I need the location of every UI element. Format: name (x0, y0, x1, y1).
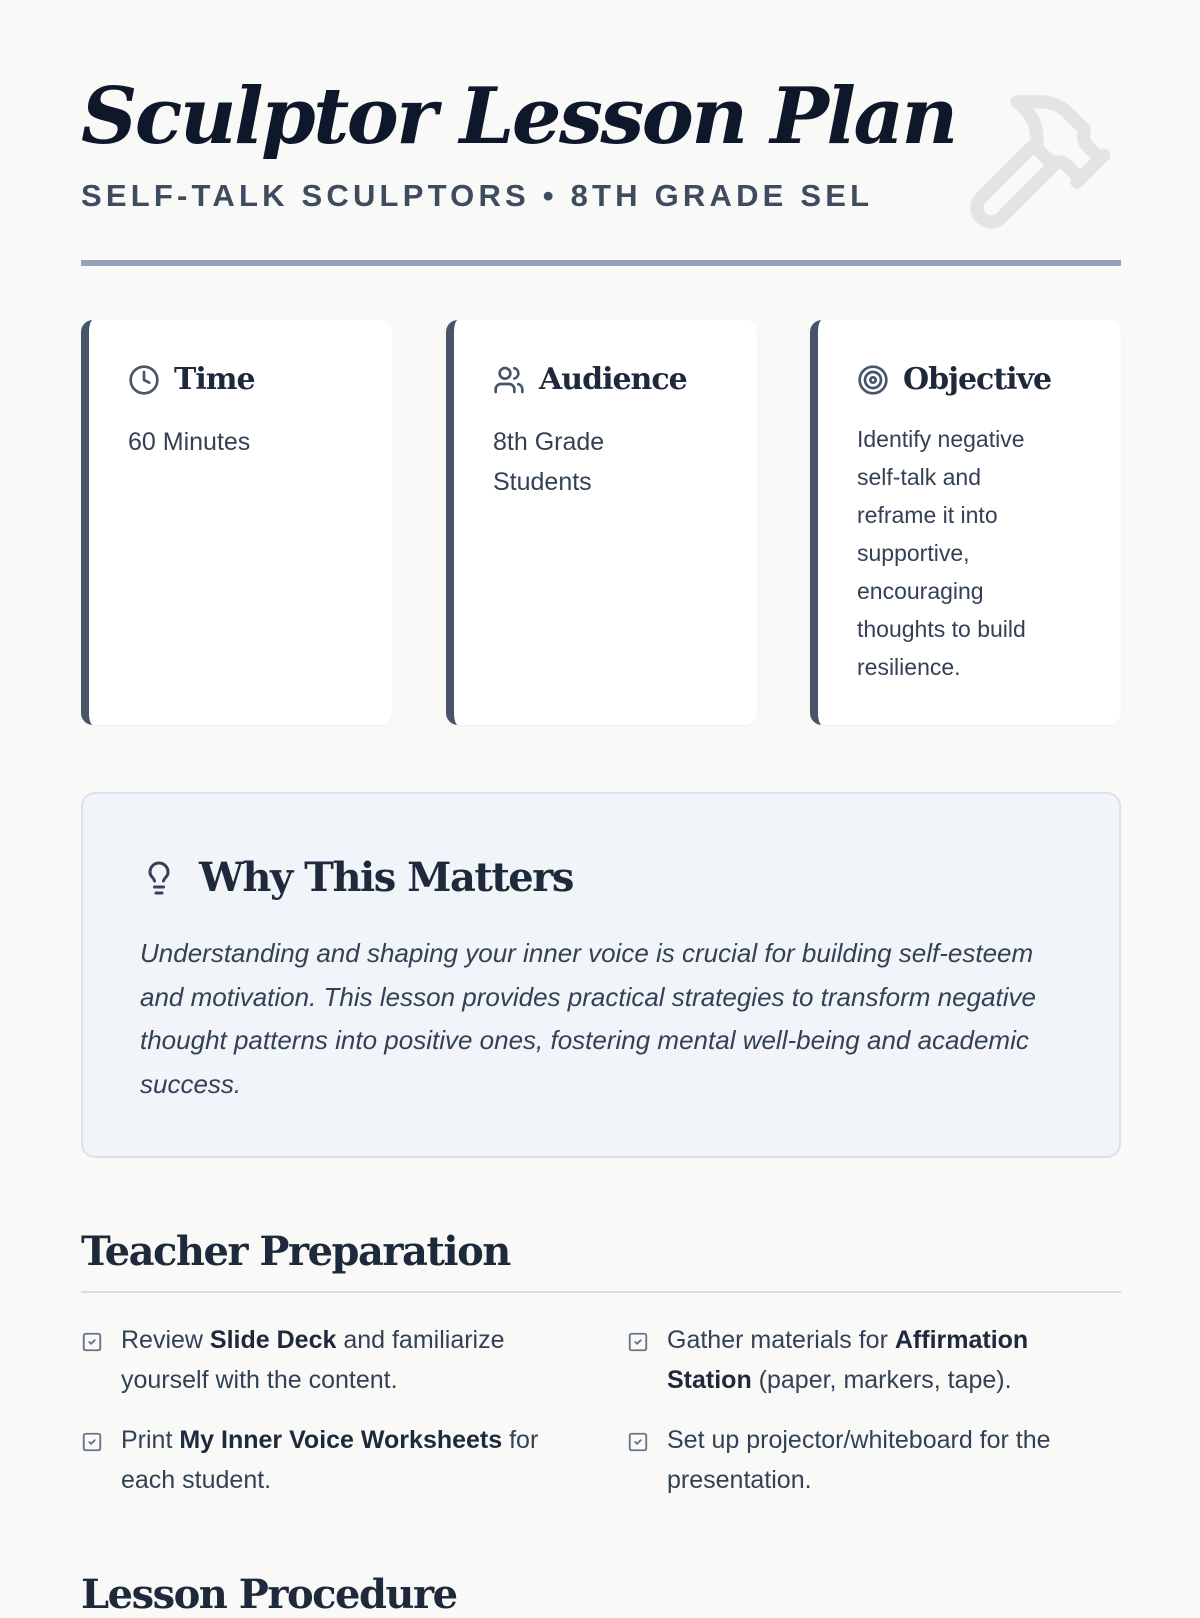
time-card-title: Time (174, 362, 255, 397)
hammer-icon (957, 82, 1117, 242)
header-divider (81, 260, 1121, 266)
time-card (81, 320, 392, 725)
page-subtitle: SELF-TALK SCULPTORS • 8TH GRADE SEL (81, 178, 874, 213)
audience-card (446, 320, 757, 725)
target-icon (857, 364, 889, 396)
objective-card (810, 320, 1121, 725)
objective-card-header (857, 362, 1051, 397)
prep-divider (81, 1291, 1121, 1293)
users-icon (493, 364, 525, 396)
clock-icon (128, 364, 160, 396)
audience-card-title: Audience (539, 362, 687, 397)
why-description: Understanding and shaping your inner voice is crucial for building self-esteem and motivation. This lesson provides practical strategies to transform negative thought patterns into positive ones, fostering mental well-being and academic success. (140, 938, 1036, 1099)
checkbox-icon (627, 1431, 649, 1453)
page-title: Sculptor Lesson Plan (81, 71, 956, 162)
prep-checklist-item (81, 1420, 571, 1500)
why-this-matters-box (81, 792, 1121, 1158)
audience-card-value: 8th Grade Students (493, 428, 605, 496)
lesson-procedure-heading: Lesson Procedure (81, 1571, 457, 1618)
time-card-value: 60 Minutes (128, 428, 251, 456)
objective-card-value: Identify negative self-talk and reframe it into supportive, encouraging thoughts to build resilience. (857, 426, 1026, 680)
checkbox-icon (627, 1331, 649, 1353)
prep-checklist-item (81, 1320, 571, 1400)
objective-card-title: Objective (903, 362, 1052, 397)
prep-item-text: Review Slide Deck and familiarize yourself with the content. (121, 1326, 505, 1394)
checkbox-icon (81, 1331, 103, 1353)
prep-item-text: Gather materials for Affirmation Station (paper, markers, tape). (667, 1326, 1029, 1394)
prep-checklist-item (627, 1320, 1117, 1400)
prep-item-text: Print My Inner Voice Worksheets for each student. (121, 1426, 539, 1494)
prep-checklist-item (627, 1420, 1117, 1500)
checkbox-icon (81, 1431, 103, 1453)
why-header (141, 854, 573, 901)
lightbulb-icon (141, 858, 177, 898)
teacher-preparation-heading: Teacher Preparation (81, 1228, 510, 1275)
prep-item-text: Set up projector/whiteboard for the presentation. (667, 1426, 1051, 1494)
why-title: Why This Matters (199, 854, 573, 901)
time-card-header (128, 362, 255, 397)
audience-card-header (493, 362, 687, 397)
